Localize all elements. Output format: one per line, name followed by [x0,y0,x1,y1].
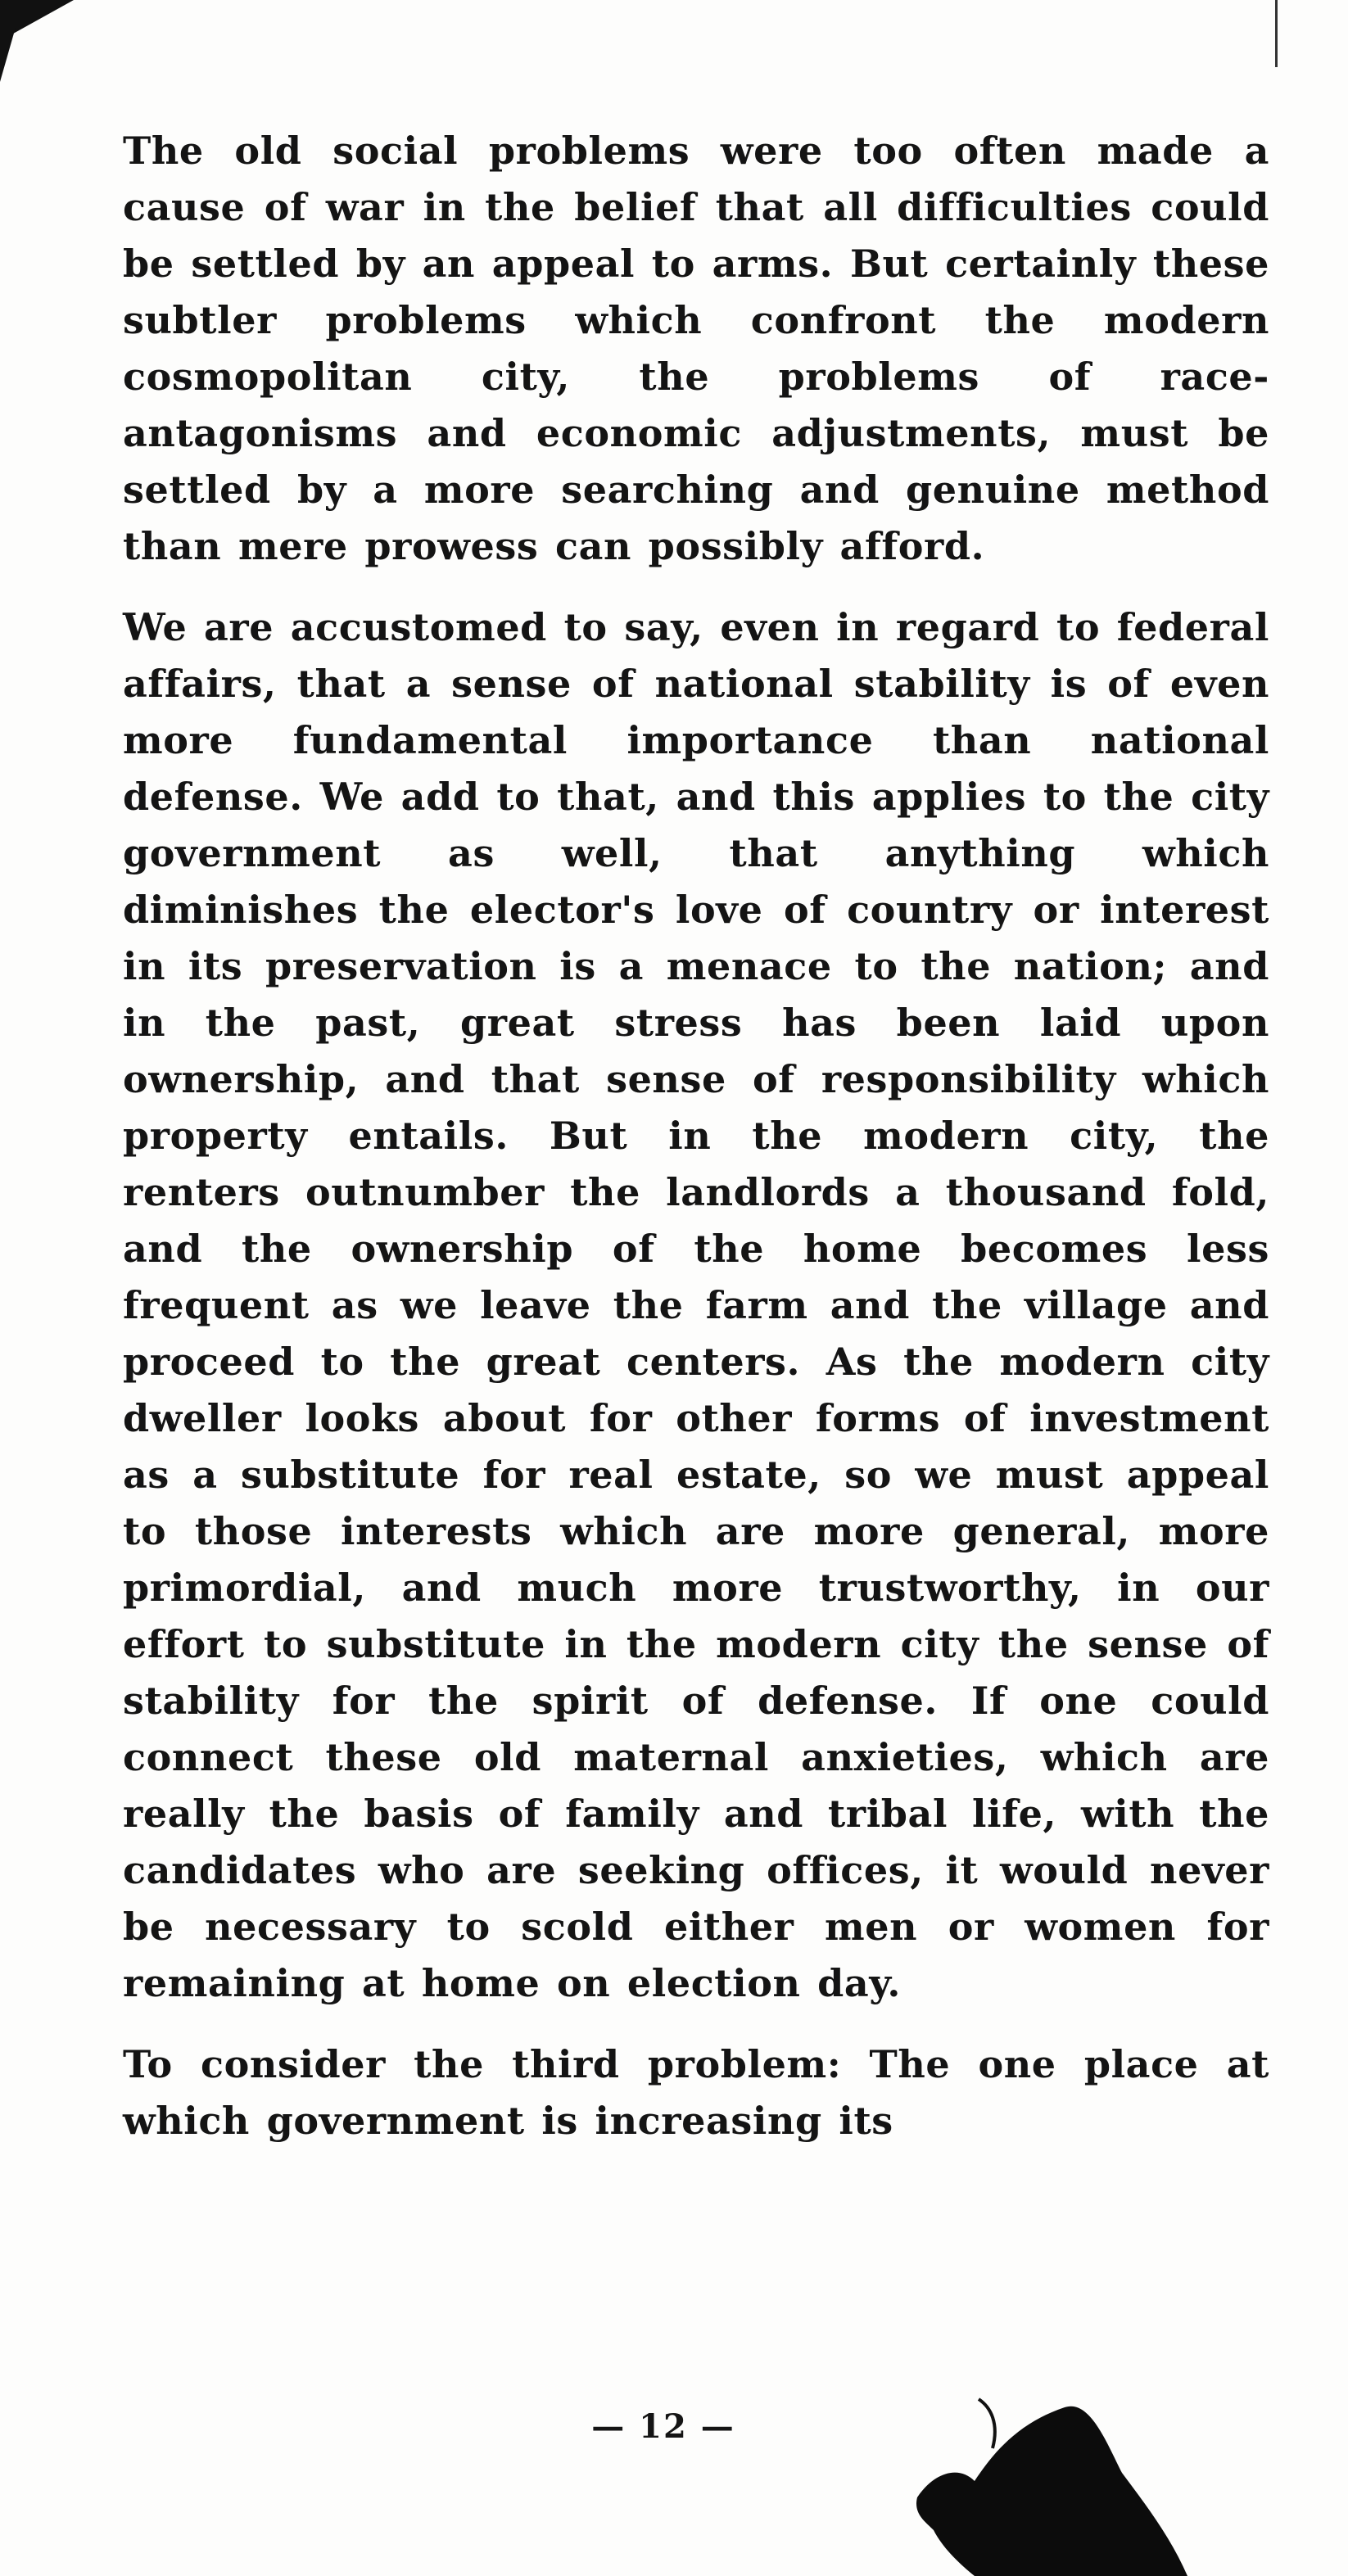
body-text [123,123,1269,2174]
ink-blot-mark [901,2375,1196,2576]
paragraph-third-problem: To consider the third problem: The one place at which government is increasing its [123,2042,1269,2143]
page-edge-line [1275,0,1278,67]
paragraph-social-problems: The old social problems were too often made a cause of war in the belief that all difficulties could be settled by an appeal to arms. But certainly these subtler problems which confront the modern cosmopolitan city, the problems of race-antagonisms and economic adjustments, must be settled by a more searching and genuine method than mere prowess can possibly afford. [123,129,1269,568]
page-number: — 12 — [591,2407,735,2446]
paragraph-national-stability: We are accustomed to say, even in regard to federal affairs, that a sense of national stability is of even more fundamental importance than national defense. We add to that, and this applies to the city government as well, that anything which diminishes the elector's love of country or interest in its preservation is a menace to the nation; and in the past, great stress has been laid upon ownership, and that sense of responsibility which property entails. But in the modern city, the renters outnumber the landlords a thousand fold, and the ownership of the home becomes less frequent as we leave the farm and the village and proceed to the great centers. As the modern city dweller looks about for other forms of investment as a substitute for real estate, so we must appeal to those interests which are more general, more primordial, and much more trustworthy, in our effort to substitute in the modern city the sense of stability for the spirit of defense. If one could connect these old maternal anxieties, which are really the basis of family and tribal life, with the candidates who are seeking offices, it would never be necessary to scold either men or women for remaining at home on election day. [123,605,1269,2005]
corner-scan-mark-edge [0,25,16,82]
